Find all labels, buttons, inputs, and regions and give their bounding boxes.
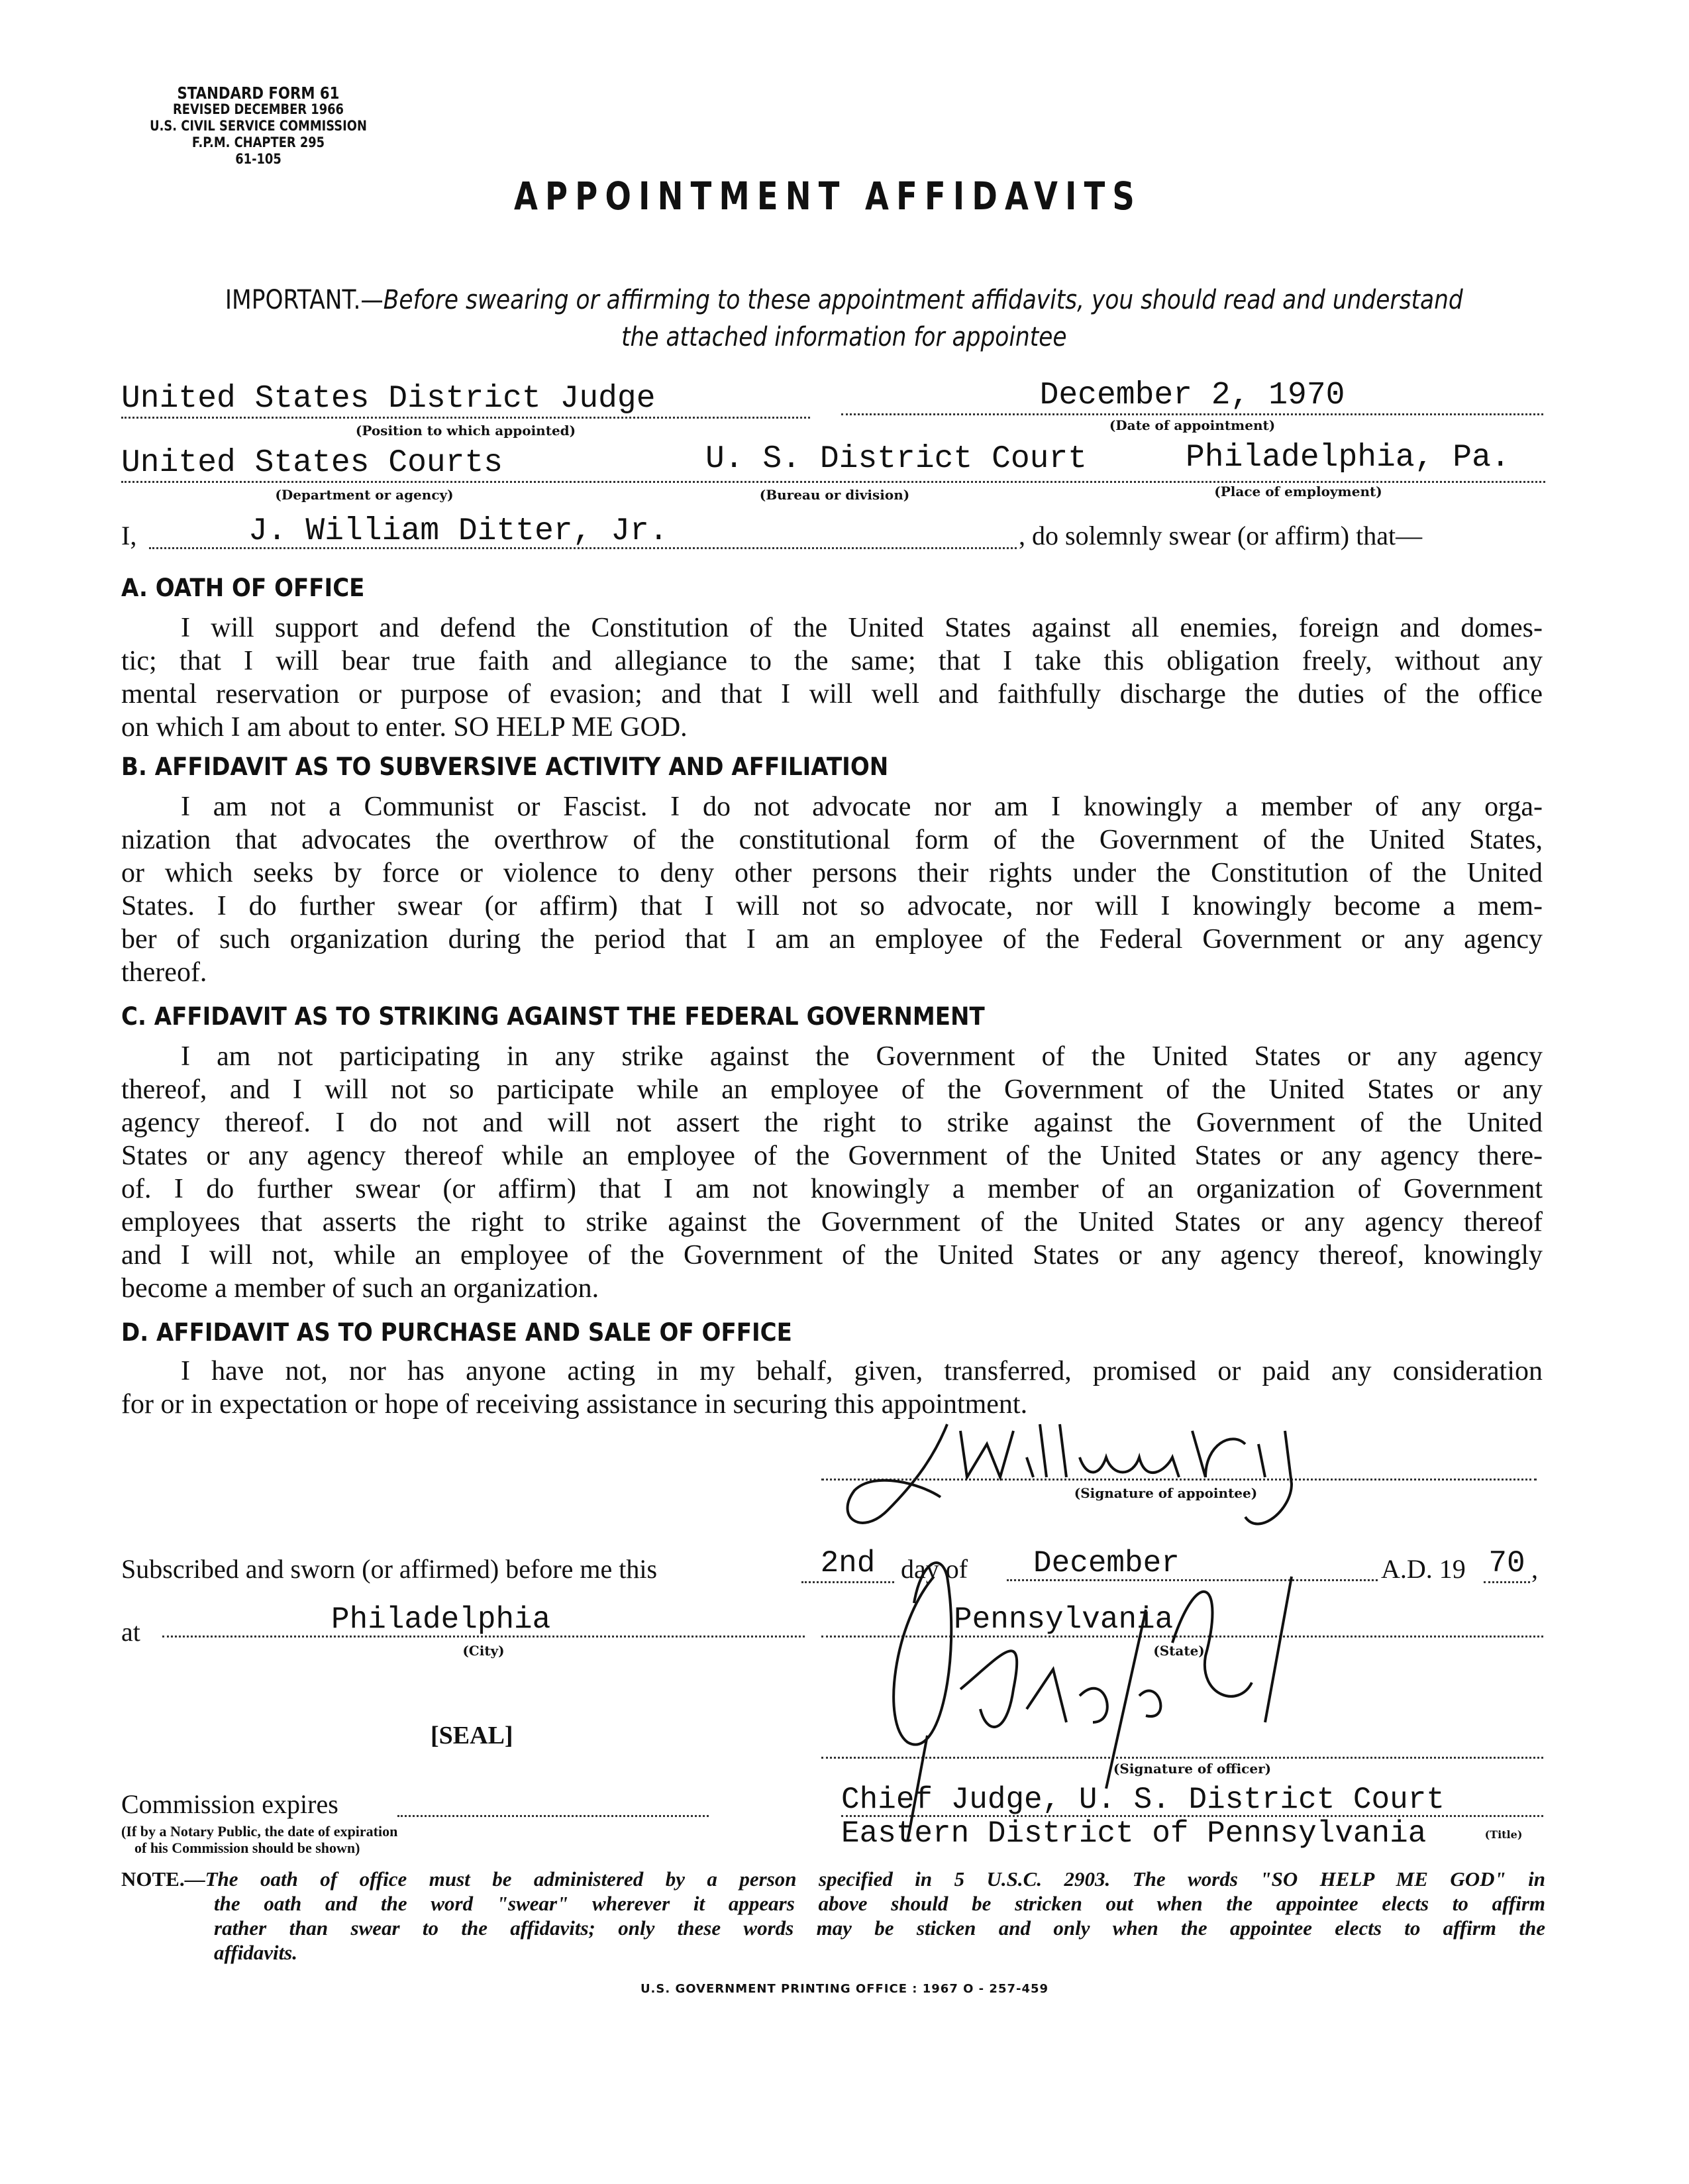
printing-office-footer: U.S. GOVERNMENT PRINTING OFFICE : 1967 O - 257-459 [640,1982,1049,1996]
appointee-name-field[interactable] [149,513,1017,549]
note [121,1867,1545,1965]
at-label: at [121,1617,140,1647]
section-c-heading: C. AFFIDAVIT AS TO STRIKING AGAINST THE FEDERAL GOVERNMENT [121,1002,985,1031]
text-line: ber of such organization during the period that I am an employee of the Federal Government or any agency [121,924,1543,955]
jurat-text-2: day of [901,1554,968,1584]
text-line: States. I do further swear (or affirm) that I will not so advocate, nor will I knowingly become a mem- [121,891,1543,921]
commission-note-line: (If by a Notary Public, the date of expiration [121,1823,398,1840]
note-text: The oath of office must be administered by a person specified in 5 U.S.C. 2903. The words "SO HELP ME GOD" in [205,1867,1545,1891]
month-value: December [1033,1546,1180,1581]
title-caption: (Title) [1484,1828,1523,1841]
text-line: mental reservation or purpose of evasion; and that I will well and faithfully discharge the duties of the office [121,679,1543,709]
officer-title-field[interactable] [841,1782,1543,1817]
date-caption: (Date of appointment) [1109,417,1276,433]
text-line: on which I am about to enter. SO HELP ME GOD. [121,712,688,743]
commission-note [121,1823,397,1856]
city-field[interactable] [162,1602,805,1638]
date-field[interactable] [841,378,1543,415]
section-b-text [121,790,1543,989]
form-id-line: REVISED DECEMBER 1966 [172,101,344,117]
place-value[interactable]: Philadelphia, Pa. [1186,440,1510,476]
form-id-line: 61-105 [235,151,282,167]
form-identifier [134,85,382,168]
seal-label: [SEAL] [431,1722,513,1749]
note-line: the oath and the word "swear" wherever it appears above should be stricken out when the appointee elects to affirm [214,1892,1545,1915]
important-notice [118,282,1570,356]
jurat-text-1: Subscribed and sworn (or affirmed) before me this [121,1554,658,1584]
important-label: IMPORTANT.— [225,285,384,315]
page-title: APPOINTMENT AFFIDAVITS [513,174,1143,219]
position-field[interactable] [121,381,810,419]
commission-expires-line[interactable] [397,1815,709,1817]
year-value: 70 [1488,1546,1525,1581]
note-line: rather than swear to the affidavits; only these words may be sticken and only when the appointee elects to affirm the [214,1916,1545,1940]
date-value: December 2, 1970 [1039,378,1345,413]
name-prefix: I, [121,521,137,550]
officer-signature-caption: (Signature of officer) [1113,1761,1272,1777]
commission-note-line: of his Commission should be shown) [134,1840,360,1856]
place-caption: (Place of employment) [1214,484,1382,499]
form-id-line: F.P.M. CHAPTER 295 [191,134,325,150]
position-caption: (Position to which appointed) [355,423,576,439]
year-field[interactable] [1484,1545,1530,1583]
jurat-text-4: , [1531,1554,1538,1584]
section-d-heading: D. AFFIDAVIT AS TO PURCHASE AND SALE OF OFFICE [121,1318,792,1347]
city-value: Philadelphia [331,1602,551,1637]
note-label: NOTE.— [121,1867,205,1891]
important-text: Before swearing or affirming to these appointment affidavits, you should read and understand [383,285,1463,315]
text-line: I am not a Communist or Fascist. I do not advocate nor am I knowingly a member of any orga- [181,792,1543,822]
city-caption: (City) [462,1643,505,1659]
section-c-text [121,1040,1543,1305]
day-value: 2nd [820,1546,876,1581]
text-line: or which seeks by force or violence to deny other persons their rights under the Constitution of the United [121,858,1543,888]
form-id-line: STANDARD FORM 61 [177,83,340,103]
form-id-line: U.S. CIVIL SERVICE COMMISSION [150,118,367,134]
state-value: Pennsylvania [954,1602,1174,1637]
text-line: of. I do further swear (or affirm) that I am not knowingly a member of an organization of Government [121,1174,1543,1204]
text-line: I have not, nor has anyone acting in my behalf, given, transferred, promised or paid any consideration [181,1356,1543,1386]
appointee-signature-caption: (Signature of appointee) [1074,1485,1258,1501]
text-line: and I will not, while an employee of the Government of the United States or any agency thereof, knowingly [121,1240,1543,1271]
appointee-signature-icon [835,1404,1364,1537]
jurat-text-3: A.D. 19 [1381,1554,1466,1584]
text-line: thereof, and I will not so participate while an employee of the Government of the United States or any [121,1074,1543,1105]
text-line: for or in expectation or hope of receiving assistance in securing this appointment. [121,1389,1028,1420]
officer-title-1: Chief Judge, U. S. District Court [841,1783,1445,1817]
text-line: nization that advocates the overthrow of the constitutional form of the Government of the United States, [121,825,1543,855]
commission-expires-label: Commission expires [121,1789,338,1819]
department-caption: (Department or agency) [275,487,454,503]
text-line: States or any agency thereof while an employee of the Government of the United States or any agency there- [121,1141,1543,1171]
text-line: agency thereof. I do not and will not assert the right to strike against the Government of the United [121,1108,1543,1138]
text-line: become a member of such an organization. [121,1273,599,1304]
section-a-text [121,611,1543,744]
text-line: tic; that I will bear true faith and allegiance to the same; that I take this obligation freely, without any [121,646,1543,676]
text-line: I will support and defend the Constitution of the United States against all enemies, foreign and domes- [181,613,1543,643]
state-caption: (State) [1153,1643,1205,1659]
section-a-heading: A. OATH OF OFFICE [121,574,365,602]
officer-title-2: Eastern District of Pennsylvania [841,1816,1427,1851]
bureau-caption: (Bureau or division) [759,487,910,503]
text-line: I am not participating in any strike against the Government of the United States or any agency [181,1041,1543,1072]
department-value[interactable]: United States Courts [121,445,503,481]
note-line: affidavits. [214,1941,297,1964]
text-line: thereof. [121,957,207,988]
section-b-heading: B. AFFIDAVIT AS TO SUBVERSIVE ACTIVITY AND AFFILIATION [121,753,889,781]
important-text-2: the attached information for appointee [621,322,1067,352]
position-value: United States District Judge [121,381,656,417]
name-suffix: , do solemnly swear (or affirm) that— [1019,521,1423,550]
note-line [121,1867,1545,1891]
appointee-name: J. William Ditter, Jr. [248,513,668,549]
bureau-value[interactable]: U. S. District Court [705,441,1088,477]
text-line: employees that asserts the right to strike against the Government of the United States or any agency thereof [121,1207,1543,1237]
